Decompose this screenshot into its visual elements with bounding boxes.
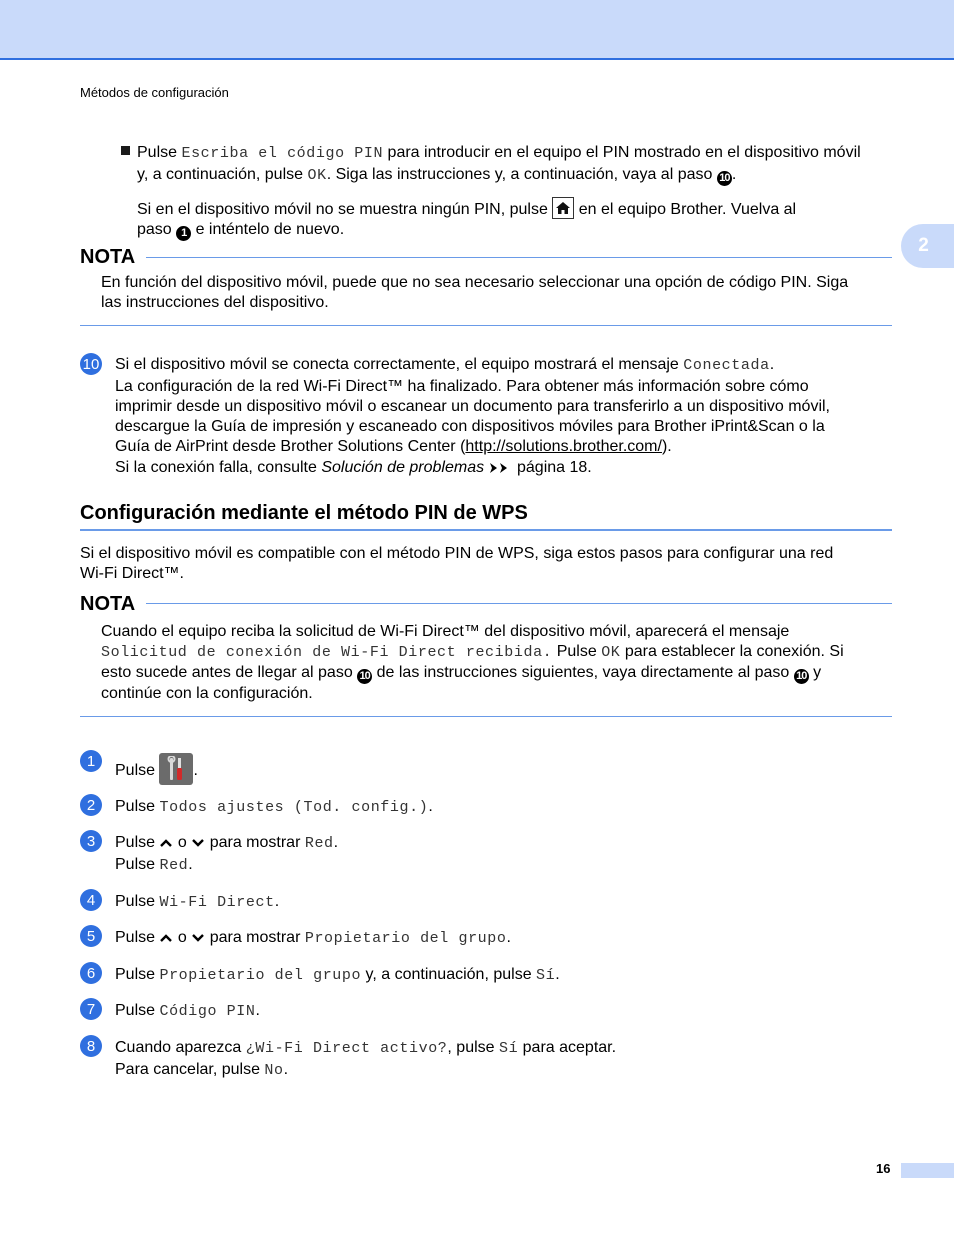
chevron-down-icon (191, 835, 205, 855)
section-title: Configuración mediante el método PIN de WPS (80, 502, 528, 524)
step10-line-2: La configuración de la red Wi-Fi Direct™ ha finalizado. Para obtener más información sobre cómo (115, 378, 809, 395)
nota1-line-2: las instrucciones del dispositivo. (101, 294, 329, 311)
step-number-1: 1 (80, 750, 102, 772)
step3-text-2: Pulse Red. (115, 856, 193, 874)
step6-text: Pulse Propietario del grupo y, a continuación, pulse Sí. (115, 966, 560, 984)
troubleshooting-ref[interactable]: Solución de problemas (321, 459, 485, 476)
section-rule (80, 529, 892, 531)
step-number-8: 8 (80, 1035, 102, 1057)
chevron-down-icon (191, 930, 205, 950)
nota-rule-top (146, 603, 892, 604)
solutions-link[interactable]: http://solutions.brother.com/ (465, 438, 662, 455)
step-number-7: 7 (80, 998, 102, 1020)
bullet-line-1: Pulse Escriba el código PIN para introducir en el equipo el PIN mostrado en el dispositivo móvil (121, 143, 861, 164)
nota-title: NOTA (80, 593, 136, 615)
step2-text: Pulse Todos ajustes (Tod. config.). (115, 798, 433, 816)
step10-line-5: Guía de AirPrint desde Brother Solutions Center (http://solutions.brother.com/). (115, 438, 672, 455)
code-enter-pin: Escriba el código PIN (181, 145, 384, 162)
step10-line-1: Si el dispositivo móvil se conecta correctamente, el equipo mostrará el mensaje Conectada. (115, 356, 775, 374)
step-number-10: 10 (80, 353, 102, 375)
breadcrumb: Métodos de configuración (80, 85, 229, 100)
step-number-3: 3 (80, 830, 102, 852)
nota-rule-top (146, 257, 892, 258)
section-intro-line-2: Wi-Fi Direct™. (80, 565, 184, 582)
step-ref-10: 10 (357, 669, 372, 684)
step7-text: Pulse Código PIN. (115, 1002, 260, 1020)
nota1-line-1: En función del dispositivo móvil, puede que no sea necesario seleccionar una opción de código PIN. Siga (101, 274, 849, 291)
step1-text: Pulse . (115, 753, 198, 785)
double-arrow-icon (489, 460, 513, 480)
step10-line-6: Si la conexión falla, consulte Solución de problemas página 18. (115, 458, 592, 480)
nota-rule-bottom (80, 325, 892, 326)
chevron-up-icon (159, 835, 173, 855)
step10-line-4: descargue la Guía de impresión y escaneado con dispositivos móviles para Brother iPrint&Scan o la (115, 418, 825, 435)
step5-text: Pulse o para mostrar Propietario del grupo. (115, 928, 511, 950)
step-number-4: 4 (80, 889, 102, 911)
step-ref-10: 10 (717, 171, 732, 186)
step8-text: Cuando aparezca ¿Wi-Fi Direct activo?, pulse Sí para aceptar. (115, 1039, 617, 1057)
bullet-square (121, 146, 130, 155)
nota2-line-3: esto sucede antes de llegar al paso 10 de las instrucciones siguientes, vaya directamente al paso 10 y (101, 664, 822, 682)
nota2-line-4: continúe con la configuración. (101, 685, 313, 702)
page-number: 16 (876, 1161, 891, 1176)
tools-icon[interactable] (159, 753, 193, 785)
step3-text: Pulse o para mostrar Red. (115, 833, 338, 855)
nota-title: NOTA (80, 246, 136, 268)
nota-rule-bottom (80, 716, 892, 717)
nota2-line-2: Solicitud de conexión de Wi-Fi Direct recibida. Pulse OK para establecer la conexión. Si (101, 643, 844, 661)
step8-text-2: Para cancelar, pulse No. (115, 1061, 289, 1079)
step-number-5: 5 (80, 925, 102, 947)
header-band (0, 0, 954, 60)
step10-line-3: imprimir desde un dispositivo móvil o escanear un documento para transferirlo a un dispositivo móvil, (115, 398, 830, 415)
step-number-6: 6 (80, 962, 102, 984)
step-number-2: 2 (80, 794, 102, 816)
bullet-p2-line-1: Si en el dispositivo móvil no se muestra ningún PIN, pulse en el equipo Brother. Vuelva al (137, 197, 796, 220)
bullet-p2-line-2: paso 1 e inténtelo de nuevo. (137, 221, 345, 239)
step-ref-1: 1 (176, 226, 191, 241)
chevron-up-icon (159, 930, 173, 950)
home-icon (552, 197, 574, 219)
section-intro-line-1: Si el dispositivo móvil es compatible con el método PIN de WPS, siga estos pasos para configurar una red (80, 545, 834, 562)
nota2-line-1: Cuando el equipo reciba la solicitud de Wi-Fi Direct™ del dispositivo móvil, aparecerá el mensaje (101, 623, 790, 640)
footer-band (901, 1163, 954, 1178)
step4-text: Pulse Wi-Fi Direct. (115, 893, 280, 911)
bullet-line-2: y, a continuación, pulse OK. Siga las instrucciones y, a continuación, vaya al paso 10 . (137, 166, 737, 184)
step-ref-10: 10 (794, 669, 809, 684)
chapter-tab: 2 (901, 224, 954, 268)
